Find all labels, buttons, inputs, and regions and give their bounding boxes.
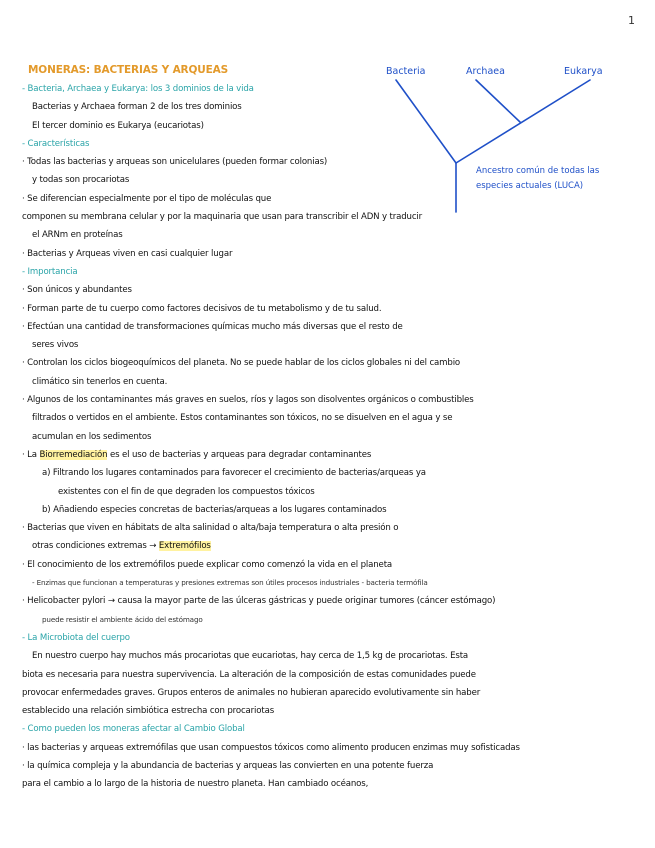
tree-lines xyxy=(380,60,640,220)
page-number: 1 xyxy=(628,14,635,27)
note-line: Bacterias y Archaea forman 2 de los tres dominios xyxy=(32,102,242,113)
section-heading: - La Microbiota del cuerpo xyxy=(22,632,130,643)
page-title: MONERAS: BACTERIAS Y ARQUEAS xyxy=(28,64,229,76)
tree-label-bacteria: Bacteria xyxy=(386,66,426,77)
luca-label-line1: Ancestro común de todas las xyxy=(476,166,600,176)
note-line: · Son únicos y abundantes xyxy=(22,285,132,296)
tree-branch-bacteria xyxy=(396,80,456,163)
note-line: y todas son procariotas xyxy=(32,175,130,186)
note-line: acumulan en los sedimentos xyxy=(32,431,152,442)
note-line: · Se diferencian especialmente por el tipo de moléculas que xyxy=(22,193,272,204)
tree-label-archaea: Archaea xyxy=(466,66,505,77)
note-line: · las bacterias y arqueas extremófilas que usan compuestos tóxicos como alimento producen enzimas muy sofisticadas xyxy=(22,742,520,753)
note-line: b) Añadiendo especies concretas de bacterias/arqueas a los lugares contaminados xyxy=(42,504,387,515)
note-line: · La Biorremediación es el uso de bacterias y arqueas para degradar contaminantes xyxy=(22,449,372,460)
note-line: seres vivos xyxy=(32,340,79,351)
note-line: establecido una relación simbiótica estrecha con procariotas xyxy=(22,706,275,717)
note-line: - Enzimas que funcionan a temperaturas y presiones extremas son útiles procesos industriales - bacteria termófila xyxy=(32,578,428,588)
note-line: · Efectúan una cantidad de transformaciones químicas mucho más diversas que el resto de xyxy=(22,321,403,332)
note-line: · El conocimiento de los extremófilos puede explicar como comenzó la vida en el planeta xyxy=(22,559,393,570)
note-line: para el cambio a lo largo de la historia de nuestro planeta. Han cambiado océanos, xyxy=(22,779,369,790)
note-line: · Todas las bacterias y arqueas son unicelulares (pueden formar colonias) xyxy=(22,157,328,168)
note-line: · la química compleja y la abundancia de bacterias y arqueas las convierten en una potente fuerza xyxy=(22,760,434,771)
note-line: filtrados o vertidos en el ambiente. Estos contaminantes son tóxicos, no se disuelven en el agua y se xyxy=(32,413,453,424)
tree-branch-archaea xyxy=(476,80,520,122)
note-line: a) Filtrando los lugares contaminados para favorecer el crecimiento de bacterias/arqueas ya xyxy=(42,468,426,479)
luca-label-line2: especies actuales (LUCA) xyxy=(476,181,584,191)
tree-label-eukarya: Eukarya xyxy=(564,66,603,77)
note-line: El tercer dominio es Eukarya (eucariotas) xyxy=(32,120,204,131)
note-line: · Bacterias que viven en hábitats de alta salinidad o alta/baja temperatura o alta presión o xyxy=(22,523,399,534)
note-line: el ARNm en proteínas xyxy=(32,230,123,241)
phylogenetic-tree xyxy=(380,60,640,220)
note-line: componen su membrana celular y por la maquinaria que usan para transcribir el ADN y traducir xyxy=(22,212,423,223)
note-line: En nuestro cuerpo hay muchos más procariotas que eucariotas, hay cerca de 1,5 kg de procariotas. Esta xyxy=(32,651,469,662)
note-line: · Bacterias y Arqueas viven en casi cualquier lugar xyxy=(22,248,233,259)
section-heading: - Características xyxy=(22,138,90,149)
section-heading: - Bacteria, Archaea y Eukarya: los 3 dominios de la vida xyxy=(22,84,254,94)
note-line: · Algunos de los contaminantes más graves en suelos, ríos y lagos son disolventes orgánicos o combustibles xyxy=(22,395,474,406)
note-line: · Helicobacter pylori → causa la mayor parte de las úlceras gástricas y puede originar tumores (cáncer estómago) xyxy=(22,596,496,607)
highlighted-term: Biorremediación xyxy=(39,449,108,460)
note-line: · Forman parte de tu cuerpo como factores decisivos de tu metabolismo y de tu salud. xyxy=(22,303,382,314)
note-line: puede resistir el ambiente ácido del estómago xyxy=(42,614,203,624)
note-line: biota es necesaria para nuestra supervivencia. La alteración de la composición de estas comunidades puede xyxy=(22,669,476,680)
highlighted-term: Extremófilos xyxy=(158,541,211,552)
note-line: climático sin tenerlos en cuenta. xyxy=(32,376,168,387)
note-line: provocar enfermedades graves. Grupos enteros de animales no hubieran aparecido evolutivamente sin haber xyxy=(22,687,481,698)
luca-label xyxy=(476,164,599,194)
section-heading: - Importancia xyxy=(22,266,78,277)
note-line: otras condiciones extremas → Extremófilos xyxy=(32,541,211,552)
section-heading: - Como pueden los moneras afectar al Cambio Global xyxy=(22,724,245,735)
note-line: · Controlan los ciclos biogeoquímicos del planeta. No se puede hablar de los ciclos globales ni del cambio xyxy=(22,358,461,369)
tree-branch-eukarya xyxy=(456,80,590,163)
note-line: existentes con el fin de que degraden los compuestos tóxicos xyxy=(58,486,315,497)
